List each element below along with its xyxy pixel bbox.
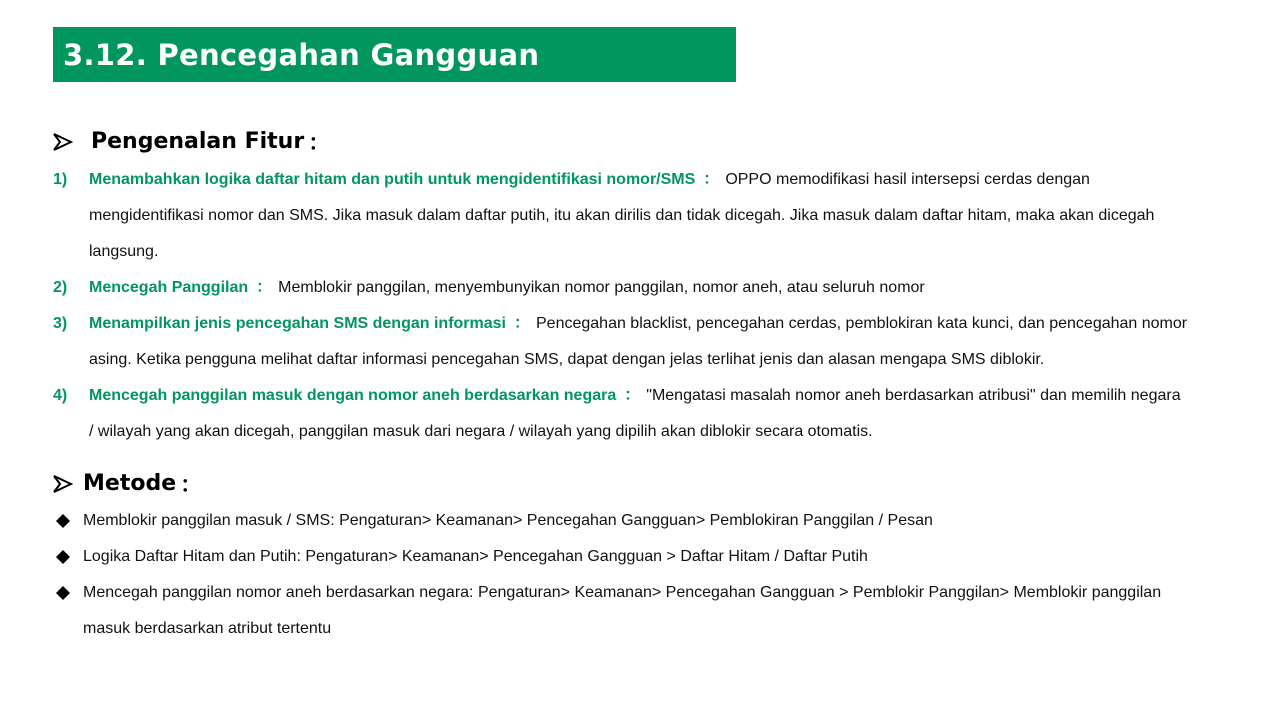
feature-number-2: 2) — [53, 279, 68, 296]
feature-number-4: 4) — [53, 387, 68, 404]
feature-2-title: Mencegah Panggilan — [89, 279, 249, 296]
feature-number-3: 3) — [53, 315, 68, 332]
diamond-bullet-icon — [56, 586, 70, 600]
features-heading — [53, 126, 330, 157]
method-heading — [53, 468, 202, 499]
method-3-line-2: masuk berdasarkan atribut tertentu — [83, 620, 332, 637]
diamond-bullet-icon — [56, 514, 70, 528]
method-heading-label: Metode — [83, 471, 177, 496]
features-heading-label: Pengenalan Fitur — [91, 129, 305, 154]
feature-1-line-3: langsung. — [89, 243, 159, 260]
feature-2-text-1: Memblokir panggilan, menyembunyikan nomor panggilan, nomor aneh, atau seluruh nomor — [278, 279, 925, 296]
feature-3-title: Menampilkan jenis pencegahan SMS dengan informasi — [89, 315, 506, 332]
method-3-line-1: Mencegah panggilan nomor aneh berdasarkan negara: Pengaturan> Keamanan> Pencegahan Gangguan > Pemblokir Panggilan> Memblokir panggilan — [83, 584, 1162, 601]
feature-1-line-2: mengidentifikasi nomor dan SMS. Jika masuk dalam daftar putih, itu akan dirilis dan tidak dicegah. Jika masuk dalam daftar hitam, maka akan dicegah — [89, 207, 1155, 224]
feature-number-1: 1) — [53, 171, 68, 188]
page-title: 3.12. Pencegahan Gangguan — [63, 37, 540, 72]
feature-3-line-1 — [89, 314, 1187, 334]
feature-2-line-1 — [89, 278, 925, 298]
feature-4-line-2: / wilayah yang akan dicegah, panggilan masuk dari negara / wilayah yang dipilih akan diblokir secara otomatis. — [89, 423, 873, 440]
feature-4-title: Mencegah panggilan masuk dengan nomor aneh berdasarkan negara — [89, 387, 617, 404]
method-1-line-1: Memblokir panggilan masuk / SMS: Pengaturan> Keamanan> Pencegahan Gangguan> Pemblokiran Panggilan / Pesan — [83, 512, 933, 529]
arrow-bullet-icon — [53, 475, 73, 493]
feature-2-colon: ： — [256, 279, 273, 296]
feature-3-colon: ： — [513, 315, 530, 332]
feature-4-text-1: "Mengatasi masalah nomor aneh berdasarkan atribusi" dan memilih negara — [646, 387, 1181, 404]
feature-1-title: Menambahkan logika daftar hitam dan putih untuk mengidentifikasi nomor/SMS — [89, 171, 696, 188]
arrow-bullet-icon — [53, 133, 73, 151]
feature-4-colon: ： — [624, 387, 641, 404]
feature-3-text-1: Pencegahan blacklist, pencegahan cerdas, pemblokiran kata kunci, dan pencegahan nomor — [536, 315, 1188, 332]
method-2-line-1: Logika Daftar Hitam dan Putih: Pengaturan> Keamanan> Pencegahan Gangguan > Daftar Hitam / Daftar Putih — [83, 548, 868, 565]
feature-4-line-1 — [89, 386, 1181, 406]
method-heading-colon: ： — [180, 473, 203, 498]
feature-1-colon: ： — [703, 171, 720, 188]
diamond-bullet-icon — [56, 550, 70, 564]
features-heading-colon: ： — [308, 131, 331, 156]
feature-1-line-1 — [89, 170, 1090, 190]
feature-3-line-2: asing. Ketika pengguna melihat daftar informasi pencegahan SMS, dapat dengan jelas terlihat jenis dan alasan mengapa SMS diblokir. — [89, 351, 1045, 368]
title-bar — [53, 27, 736, 82]
feature-1-text-1: OPPO memodifikasi hasil intersepsi cerdas dengan — [725, 171, 1090, 188]
